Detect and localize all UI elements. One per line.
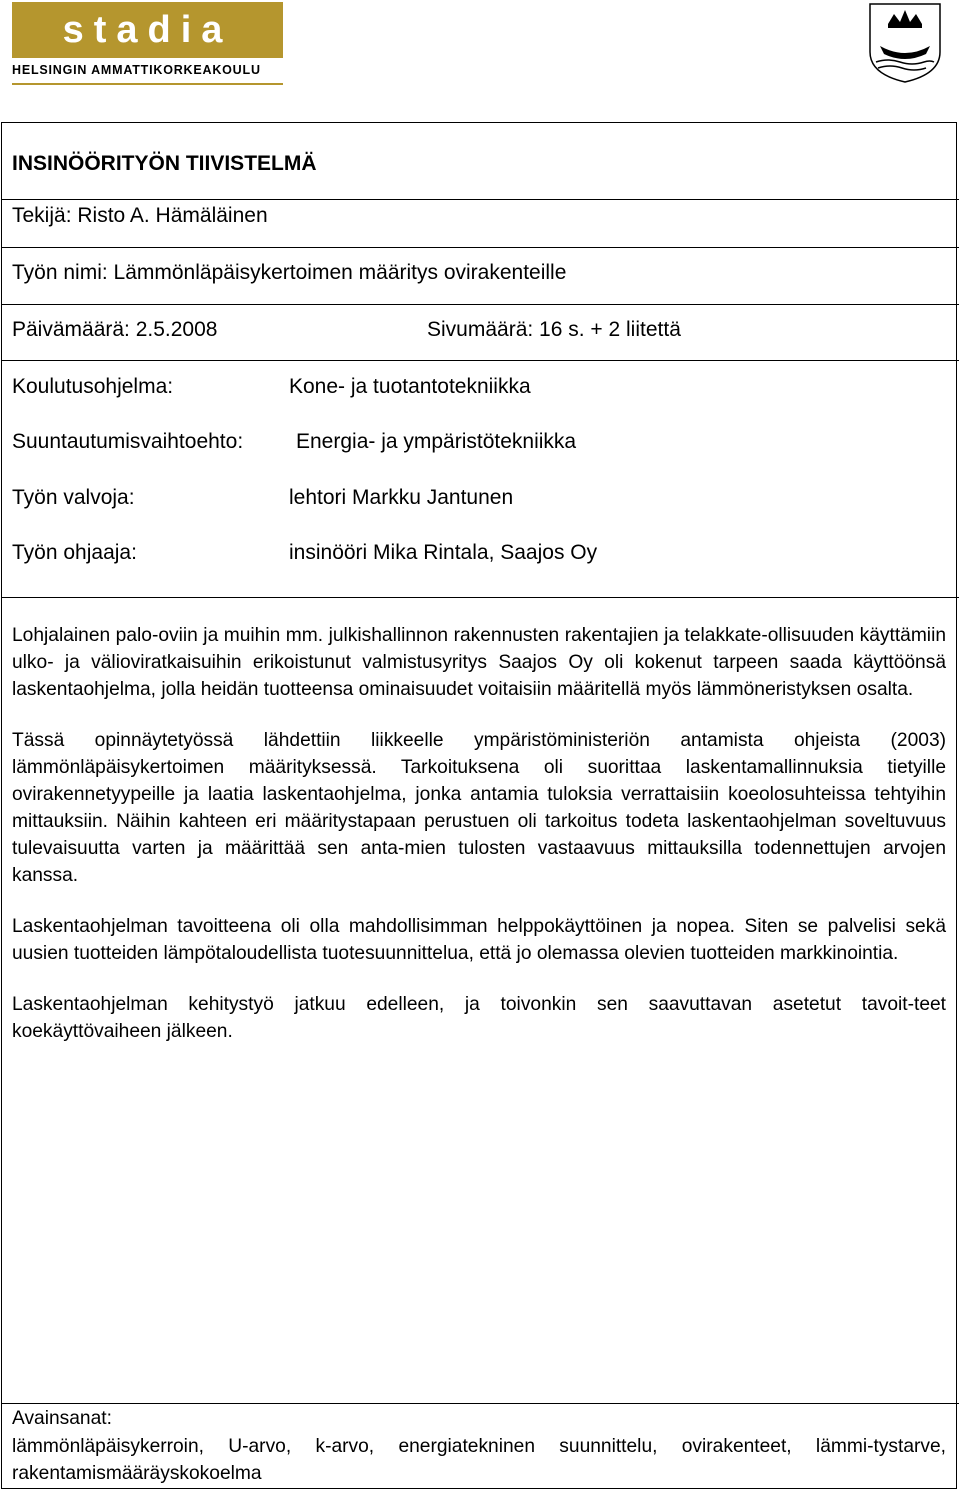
pages-field: Sivumäärä: 16 s. + 2 liitettä (427, 318, 681, 341)
option-value: Energia- ja ympäristötekniikka (296, 430, 577, 453)
instructor-label: Työn ohjaaja: (12, 541, 137, 564)
divider (1, 304, 959, 305)
instructor-value: insinööri Mika Rintala, Saajos Oy (289, 541, 598, 564)
programme-value: Kone- ja tuotantotekniikka (289, 375, 531, 398)
author-field: Tekijä: Risto A. Hämäläinen (12, 204, 268, 227)
abstract-text (12, 622, 946, 1069)
divider (1, 1403, 959, 1404)
helsinki-crest-icon (868, 2, 942, 84)
abstract-paragraph: Tässä opinnäytetyössä lähdettiin liikkeelle ympäristöministeriön antamista ohjeista (2003) lämmönläpäisykertoimen määrityksessä. Tarkoituksena oli suorittaa laskentamallinnuksia tietyille ovirakennetyypeille ja laatia laskentaohjelma, jonka antamia tuloksia verrattaisiin koeolosuhteissa tehtyihin mittauksiin. Näihin kahteen eri määritystapaan perustuen oli tarkoitus todeta laskentaohjelman soveltuvuus tulevaisuutta varten ja määrittää sen anta-mien tulosten vastaavuus mittauksilla todennettujen arvojen kanssa. (12, 730, 946, 886)
programme-label: Koulutusohjelma: (12, 375, 174, 398)
work-name-field: Työn nimi: Lämmönläpäisykertoimen määritys ovirakenteille (12, 261, 567, 284)
logo-subtitle: HELSINGIN AMMATTIKORKEAKOULU (12, 63, 261, 77)
abstract-paragraph: Lohjalainen palo-oviin ja muihin mm. julkishallinnon rakennusten rakentajien ja telakkate-ollisuuden käyttämiin ulko- ja välioviratkaisuihin erikoistunut valmistusyritys Saajos Oy oli kokenut tarpeen saada käyttöönsä laskentaohjelma, jolla heidän tuotteensa ominaisuudet voitaisiin määritellä myös lämmöneristyksen osalta. (12, 625, 946, 700)
divider (1, 597, 959, 598)
stadia-logo (12, 2, 283, 58)
logo-wordmark: stadia (62, 9, 233, 51)
supervisor-value: lehtori Markku Jantunen (289, 486, 514, 509)
divider (1, 199, 959, 200)
abstract-paragraph: Laskentaohjelman tavoitteena oli olla mahdollisimman helppokäyttöinen ja nopea. Siten se palvelisi sekä uusien tuotteiden lämpötaloudellista tuotesuunnittelua, että jo olemassa olevien tuotteiden markkinointia. (12, 916, 946, 964)
option-label: Suuntautumisvaihtoehto: (12, 430, 244, 453)
abstract-paragraph: Laskentaohjelman kehitystyö jatkuu edelleen, ja toivonkin sen saavuttavan asetetut tavoit-teet koekäyttövaiheen jälkeen. (12, 994, 946, 1042)
logo-underline (12, 83, 283, 85)
divider (1, 247, 959, 248)
keywords-label: Avainsanat: (12, 1408, 112, 1429)
page-title: INSINÖÖRITYÖN TIIVISTELMÄ (12, 152, 317, 175)
keywords-list: lämmönläpäisykerroin, U-arvo, k-arvo, energiatekninen suunnittelu, ovirakenteet, lämmi-tystarve, rakentamismääräyskokoelma (12, 1436, 946, 1484)
divider (1, 360, 959, 361)
supervisor-label: Työn valvoja: (12, 486, 135, 509)
date-field: Päivämäärä: 2.5.2008 (12, 318, 218, 341)
